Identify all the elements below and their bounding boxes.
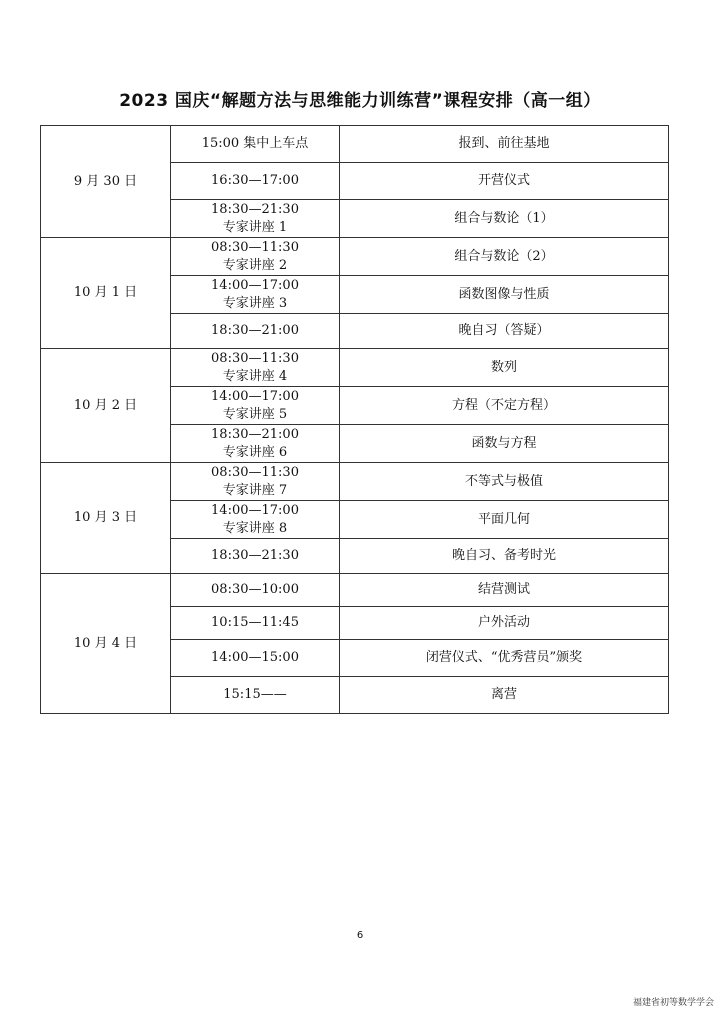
time-range: 15:15—— (223, 687, 287, 702)
table-row (41, 574, 669, 607)
date-cell: 10 月 3 日 (41, 463, 171, 574)
time-range: 08:30—11:30 (211, 350, 299, 366)
table-row (41, 349, 669, 387)
time-cell (171, 640, 340, 677)
time-cell (171, 276, 340, 314)
topic-cell: 结营测试 (340, 574, 669, 607)
schedule-table (40, 125, 669, 714)
table-row (41, 238, 669, 276)
time-cell (171, 387, 340, 425)
time-range: 18:30—21:00 (211, 426, 299, 442)
footer-organization: 福建省初等数学学会 (632, 998, 714, 1008)
time-range: 14:00—15:00 (211, 650, 299, 665)
time-cell (171, 677, 340, 714)
page-number: 6 (356, 930, 364, 941)
topic-cell: 函数图像与性质 (340, 276, 669, 314)
lecture-label: 专家讲座 2 (222, 257, 288, 273)
time-cell (171, 126, 340, 163)
date-cell: 10 月 1 日 (41, 238, 171, 349)
time-range: 14:00—17:00 (211, 277, 299, 293)
time-cell (171, 501, 340, 539)
topic-cell: 开营仪式 (340, 163, 669, 200)
time-cell (171, 238, 340, 276)
date-cell: 10 月 4 日 (41, 574, 171, 714)
lecture-label: 专家讲座 7 (222, 482, 288, 498)
topic-cell: 晚自习、备考时光 (340, 539, 669, 574)
time-cell (171, 607, 340, 640)
time-range: 16:30—17:00 (211, 173, 299, 188)
schedule-body (41, 126, 669, 714)
lecture-label: 专家讲座 8 (222, 520, 288, 536)
lecture-label: 专家讲座 3 (222, 295, 288, 311)
topic-cell: 函数与方程 (340, 425, 669, 463)
time-range: 14:00—17:00 (211, 388, 299, 404)
date-cell: 9 月 30 日 (41, 126, 171, 238)
time-range: 15:00 集中上车点 (201, 136, 309, 151)
topic-cell: 数列 (340, 349, 669, 387)
time-range: 08:30—11:30 (211, 464, 299, 480)
time-cell (171, 200, 340, 238)
time-cell (171, 539, 340, 574)
table-row (41, 126, 669, 163)
lecture-label: 专家讲座 6 (222, 444, 288, 460)
time-cell (171, 463, 340, 501)
time-cell (171, 349, 340, 387)
time-cell (171, 425, 340, 463)
topic-cell: 闭营仪式、“优秀营员”颁奖 (340, 640, 669, 677)
time-cell (171, 163, 340, 200)
time-range: 14:00—17:00 (211, 502, 299, 518)
time-range: 08:30—10:00 (211, 582, 299, 597)
table-row (41, 463, 669, 501)
time-range: 18:30—21:30 (211, 548, 299, 563)
topic-cell: 离营 (340, 677, 669, 714)
lecture-label: 专家讲座 1 (222, 219, 288, 235)
time-range: 10:15—11:45 (211, 615, 299, 630)
time-cell (171, 314, 340, 349)
time-range: 18:30—21:30 (211, 201, 299, 217)
time-range: 08:30—11:30 (211, 239, 299, 255)
topic-cell: 组合与数论（2） (340, 238, 669, 276)
page-title: 2023 国庆“解题方法与思维能力训练营”课程安排（高一组） (119, 91, 601, 111)
topic-cell: 户外活动 (340, 607, 669, 640)
topic-cell: 不等式与极值 (340, 463, 669, 501)
topic-cell: 方程（不定方程） (340, 387, 669, 425)
lecture-label: 专家讲座 5 (222, 406, 288, 422)
date-cell: 10 月 2 日 (41, 349, 171, 463)
topic-cell: 晚自习（答疑） (340, 314, 669, 349)
time-range: 18:30—21:00 (211, 323, 299, 338)
topic-cell: 平面几何 (340, 501, 669, 539)
time-cell (171, 574, 340, 607)
lecture-label: 专家讲座 4 (222, 368, 288, 384)
topic-cell: 组合与数论（1） (340, 200, 669, 238)
topic-cell: 报到、前往基地 (340, 126, 669, 163)
